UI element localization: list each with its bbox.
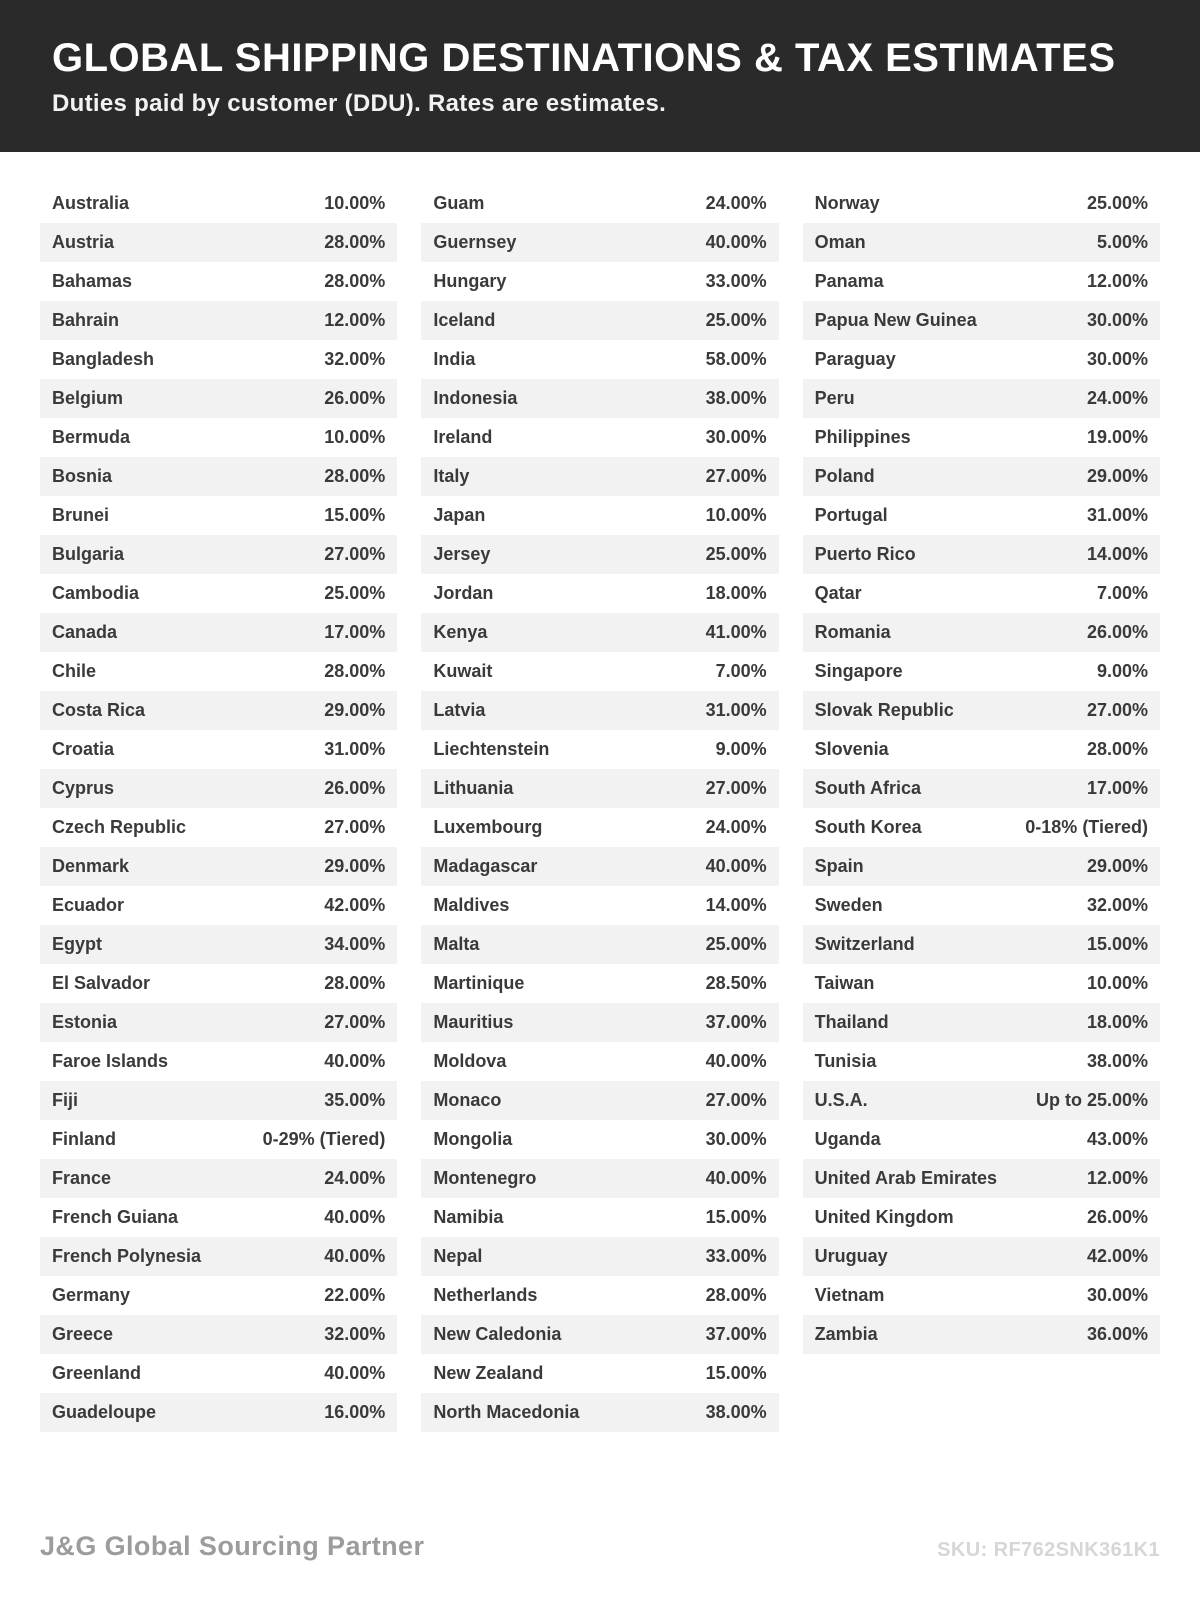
tax-rate: 25.00% [705,544,767,564]
rate-row [803,301,1160,340]
tax-rate: 30.00% [705,1129,767,1149]
country-name: Paraguay [814,349,896,369]
country-name: Oman [814,232,866,252]
rate-row [421,1393,778,1432]
rate-row [421,1003,778,1042]
country-name: Philippines [814,427,911,447]
rate-row [421,1120,778,1159]
country-name: Poland [814,466,875,486]
country-name: Lithuania [433,778,514,798]
country-name: Bosnia [52,466,113,486]
rate-row [803,1159,1160,1198]
tax-rates-table [0,184,1200,1432]
country-name: Martinique [433,973,525,993]
rate-row [803,1042,1160,1081]
country-name: Australia [52,193,130,213]
tax-rate: 37.00% [705,1012,767,1032]
tax-rate: 28.00% [324,661,386,681]
country-name: Belgium [52,388,124,408]
tax-rate: 29.00% [324,856,386,876]
country-name: Thailand [814,1012,889,1032]
rate-row [40,1003,397,1042]
tax-rate: 29.00% [324,700,386,720]
tax-rate: 40.00% [324,1051,386,1071]
country-name: Cyprus [52,778,115,798]
rate-row [421,1042,778,1081]
rate-row [40,886,397,925]
tax-rate: 37.00% [705,1324,767,1344]
tax-rate: 40.00% [705,856,767,876]
tax-rate: 12.00% [1086,1168,1148,1188]
country-name: Sweden [814,895,883,915]
tax-rate: 27.00% [1086,700,1148,720]
country-name: Estonia [52,1012,118,1032]
country-name: Finland [52,1129,116,1149]
rate-row [40,301,397,340]
header-banner [0,0,1200,152]
tax-rate: 14.00% [705,895,767,915]
country-name: South Africa [814,778,921,798]
country-name: Slovak Republic [814,700,954,720]
tax-rate: 24.00% [705,193,767,213]
tax-rate: 27.00% [324,1012,386,1032]
country-name: Namibia [433,1207,504,1227]
rate-row [421,613,778,652]
tax-rate: 40.00% [705,1168,767,1188]
tax-rate: 10.00% [1086,973,1148,993]
tax-rate: 34.00% [324,934,386,954]
rate-row [421,340,778,379]
tax-rate: 10.00% [324,193,386,213]
tax-rate: 30.00% [1086,1285,1148,1305]
rate-row [40,847,397,886]
rate-row [40,964,397,1003]
tax-rate: 29.00% [1086,466,1148,486]
tax-rate: 24.00% [705,817,767,837]
country-name: U.S.A. [814,1090,868,1110]
tax-rate: 15.00% [705,1207,767,1227]
rate-row [803,1276,1160,1315]
tax-rate: 15.00% [705,1363,767,1383]
country-name: United Kingdom [814,1207,954,1227]
country-name: Chile [52,661,97,681]
tax-rate: 28.00% [324,232,386,252]
country-name: Jordan [433,583,494,603]
country-name: Germany [52,1285,131,1305]
brand-name: J&G Global Sourcing Partner [40,1531,425,1561]
tax-rate: 28.00% [324,271,386,291]
tax-rate: 12.00% [1086,271,1148,291]
country-name: Ireland [433,427,493,447]
country-name: French Polynesia [52,1246,202,1266]
rate-row [803,964,1160,1003]
country-name: Singapore [814,661,903,681]
country-name: Cambodia [52,583,140,603]
tax-rate: 15.00% [324,505,386,525]
rate-row [40,223,397,262]
tax-rate: 36.00% [1086,1324,1148,1344]
rate-row [803,535,1160,574]
country-name: Guernsey [433,232,517,252]
country-name: Guam [433,193,485,213]
page-title: GLOBAL SHIPPING DESTINATIONS & TAX ESTIMATES [52,36,1116,80]
rate-row [421,691,778,730]
rate-row [803,1315,1160,1354]
country-name: Switzerland [814,934,915,954]
rate-row [421,223,778,262]
tax-rate: 43.00% [1086,1129,1148,1149]
rate-row [421,379,778,418]
country-name: Qatar [814,583,862,603]
rates-column-1 [40,184,397,1432]
tax-rate: 42.00% [324,895,386,915]
tax-rate: 15.00% [1086,934,1148,954]
tax-rate: 33.00% [705,1246,767,1266]
country-name: Bahamas [52,271,133,291]
country-name: South Korea [814,817,922,837]
country-name: Brunei [52,505,110,525]
rate-row [421,1198,778,1237]
rates-column-3 [803,184,1160,1354]
rate-row [803,1120,1160,1159]
tax-rate: 14.00% [1086,544,1148,564]
rate-row [421,1159,778,1198]
rate-row [803,340,1160,379]
tax-rate: 9.00% [1096,661,1148,681]
rate-row [421,262,778,301]
rate-row [40,1198,397,1237]
rate-row [421,1276,778,1315]
rate-row [421,886,778,925]
tax-rate: 30.00% [1086,349,1148,369]
tax-rate: 12.00% [324,310,386,330]
country-name: Madagascar [433,856,538,876]
tax-rate: 10.00% [324,427,386,447]
tax-rate: 26.00% [324,778,386,798]
tax-rate: 28.00% [324,973,386,993]
tax-rate: 22.00% [324,1285,386,1305]
tax-rate: 25.00% [324,583,386,603]
country-name: Netherlands [433,1285,538,1305]
country-name: New Caledonia [433,1324,562,1344]
country-name: New Zealand [433,1363,544,1383]
country-name: Fiji [52,1090,78,1110]
tax-rate: 26.00% [1086,622,1148,642]
country-name: Iceland [433,310,496,330]
tax-rate: 33.00% [705,271,767,291]
rate-row [803,769,1160,808]
tax-rate: 27.00% [705,466,767,486]
country-name: Ecuador [52,895,125,915]
tax-rate: 24.00% [1086,388,1148,408]
rate-row [803,1237,1160,1276]
rate-row [421,1354,778,1393]
tax-rate: 40.00% [705,232,767,252]
tax-rate: 41.00% [705,622,767,642]
country-name: Czech Republic [52,817,187,837]
country-name: India [433,349,476,369]
sku-label: SKU: RF762SNK361K1 [937,1539,1160,1561]
tax-rate: 27.00% [324,817,386,837]
country-name: Montenegro [433,1168,537,1188]
page-footer [0,1531,1200,1600]
rate-row [40,1354,397,1393]
tax-rate: 29.00% [1086,856,1148,876]
country-name: Taiwan [814,973,875,993]
tax-rate: 31.00% [1086,505,1148,525]
rate-row [803,691,1160,730]
rate-row [40,379,397,418]
rate-row [40,496,397,535]
tax-rate: 17.00% [1086,778,1148,798]
rate-row [40,1120,397,1159]
country-name: Papua New Guinea [814,310,977,330]
rate-row [803,496,1160,535]
country-name: Mauritius [433,1012,514,1032]
tax-rate: 7.00% [1096,583,1148,603]
rates-column-2 [421,184,778,1432]
tax-rate: 30.00% [705,427,767,447]
tax-rate: 38.00% [705,388,767,408]
country-name: France [52,1168,112,1188]
tax-rate: 32.00% [1086,895,1148,915]
country-name: Indonesia [433,388,518,408]
country-name: North Macedonia [433,1402,580,1422]
rate-row [40,1042,397,1081]
country-name: Romania [814,622,891,642]
country-name: Malta [433,934,480,954]
country-name: Faroe Islands [52,1051,169,1071]
rate-row [803,847,1160,886]
country-name: United Arab Emirates [814,1168,998,1188]
country-name: Bahrain [52,310,120,330]
tax-rate: 31.00% [705,700,767,720]
rate-row [40,1276,397,1315]
rate-row [421,730,778,769]
rate-row [40,769,397,808]
rate-row [803,1003,1160,1042]
country-name: Uganda [814,1129,881,1149]
rate-row [40,808,397,847]
rate-row [803,613,1160,652]
tax-rate: 16.00% [324,1402,386,1422]
tax-rate: 30.00% [1086,310,1148,330]
tax-rate: 0-18% (Tiered) [1025,817,1148,837]
tax-rate: 10.00% [705,505,767,525]
rate-row [803,1198,1160,1237]
country-name: French Guiana [52,1207,179,1227]
rate-row [803,652,1160,691]
tax-rate: 27.00% [705,1090,767,1110]
tax-rate: 32.00% [324,349,386,369]
rate-row [803,418,1160,457]
country-name: Guadeloupe [52,1402,157,1422]
rate-row [421,496,778,535]
rate-row [421,964,778,1003]
rate-row [40,418,397,457]
tax-rate: 25.00% [705,934,767,954]
rate-row [40,340,397,379]
country-name: Moldova [433,1051,507,1071]
country-name: Tunisia [814,1051,877,1071]
rate-row [421,1237,778,1276]
rate-row [40,457,397,496]
tax-rate: 38.00% [705,1402,767,1422]
country-name: Bulgaria [52,544,125,564]
tax-rate: 28.00% [705,1285,767,1305]
tax-rate: 26.00% [324,388,386,408]
country-name: Slovenia [814,739,889,759]
country-name: Puerto Rico [814,544,916,564]
page-subtitle: Duties paid by customer (DDU). Rates are estimates. [52,90,667,117]
country-name: Japan [433,505,486,525]
tax-rate: 32.00% [324,1324,386,1344]
tax-rate: 5.00% [1096,232,1148,252]
tax-rate: 7.00% [715,661,767,681]
rate-row [421,574,778,613]
rate-row [40,925,397,964]
rate-row [40,652,397,691]
rate-row [421,808,778,847]
tax-rate: 35.00% [324,1090,386,1110]
rate-row [40,613,397,652]
country-name: Spain [814,856,864,876]
rate-row [421,925,778,964]
country-name: Costa Rica [52,700,146,720]
country-name: Italy [433,466,470,486]
tax-rate: 24.00% [324,1168,386,1188]
tax-rate: 9.00% [715,739,767,759]
tax-rate: 18.00% [705,583,767,603]
tax-rate: 38.00% [1086,1051,1148,1071]
country-name: Jersey [433,544,491,564]
rate-row [40,184,397,223]
tax-rate: 18.00% [1086,1012,1148,1032]
rate-row [40,1159,397,1198]
country-name: Vietnam [814,1285,885,1305]
rate-row [803,730,1160,769]
country-name: Canada [52,622,118,642]
rate-row [803,379,1160,418]
rate-row [40,730,397,769]
rate-row [421,847,778,886]
rate-row [40,574,397,613]
country-name: Bermuda [52,427,131,447]
country-name: Kenya [433,622,488,642]
rate-row [40,262,397,301]
rate-row [803,223,1160,262]
country-name: Egypt [52,934,103,954]
country-name: Maldives [433,895,510,915]
rate-row [40,691,397,730]
tax-rate: 40.00% [324,1246,386,1266]
rate-row [421,301,778,340]
tax-rate: 28.00% [324,466,386,486]
rate-row [40,1315,397,1354]
rate-row [803,925,1160,964]
tax-rate: 58.00% [705,349,767,369]
rate-row [803,184,1160,223]
tax-rate: 19.00% [1086,427,1148,447]
country-name: Zambia [814,1324,878,1344]
tax-rate: 0-29% (Tiered) [262,1129,386,1149]
tax-rate: 28.00% [1086,739,1148,759]
country-name: Greece [52,1324,114,1344]
country-name: Nepal [433,1246,483,1266]
rate-row [803,457,1160,496]
country-name: Denmark [52,856,130,876]
rate-row [421,1081,778,1120]
rate-row [803,262,1160,301]
tax-rate: 27.00% [324,544,386,564]
tax-rate: 40.00% [324,1207,386,1227]
tax-rate: 40.00% [324,1363,386,1383]
country-name: Peru [814,388,855,408]
rate-row [40,1393,397,1432]
country-name: Austria [52,232,115,252]
rate-row [421,457,778,496]
country-name: Kuwait [433,661,493,681]
rate-row [421,418,778,457]
tax-rate: 17.00% [324,622,386,642]
tax-rate: 27.00% [705,778,767,798]
rate-row [421,652,778,691]
rate-row [421,1315,778,1354]
rate-row [40,535,397,574]
rate-row [803,808,1160,847]
tax-rate: 26.00% [1086,1207,1148,1227]
country-name: Panama [814,271,884,291]
rate-row [40,1237,397,1276]
country-name: Luxembourg [433,817,543,837]
rate-row [803,886,1160,925]
rate-row [803,1081,1160,1120]
country-name: Croatia [52,739,115,759]
tax-rate: Up to 25.00% [1035,1090,1148,1110]
country-name: Norway [814,193,880,213]
country-name: Mongolia [433,1129,513,1149]
country-name: Liechtenstein [433,739,550,759]
rate-row [421,184,778,223]
rate-row [40,1081,397,1120]
country-name: Bangladesh [52,349,155,369]
rate-row [421,769,778,808]
country-name: Latvia [433,700,486,720]
country-name: El Salvador [52,973,151,993]
tax-rate: 42.00% [1086,1246,1148,1266]
tax-rate: 28.50% [705,973,767,993]
country-name: Greenland [52,1363,142,1383]
country-name: Portugal [814,505,888,525]
tax-rate: 31.00% [324,739,386,759]
country-name: Hungary [433,271,507,291]
tax-rate: 25.00% [1086,193,1148,213]
country-name: Monaco [433,1090,502,1110]
tax-rate: 25.00% [705,310,767,330]
country-name: Uruguay [814,1246,888,1266]
tax-rate: 40.00% [705,1051,767,1071]
rate-row [803,574,1160,613]
rate-row [421,535,778,574]
